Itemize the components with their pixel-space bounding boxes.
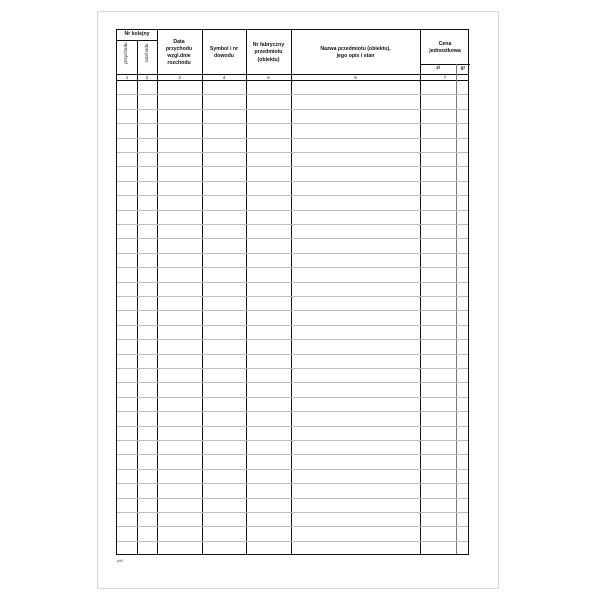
ledger-row-line: [117, 498, 468, 499]
column-number-4: 4: [222, 75, 226, 80]
ledger-row-line: [117, 253, 468, 254]
header-data: Data przychodu wzgl.dnie rozchodu: [165, 38, 193, 67]
ledger-row-line: [117, 397, 468, 398]
inventory-ledger-form: [116, 29, 469, 555]
column-divider-1: [137, 40, 138, 554]
column-number-2: 2: [145, 75, 149, 80]
column-numbers-bottom-line: [117, 80, 468, 81]
ledger-row-line: [117, 440, 468, 441]
ledger-row-line: [117, 310, 468, 311]
header-nr-kolejny: Nr kolejny: [124, 31, 150, 38]
ledger-row-line: [117, 210, 468, 211]
header-cena: Cena jednostkowa: [429, 40, 461, 54]
ledger-row-line: [117, 224, 468, 225]
column-number-3: 3: [178, 75, 181, 80]
ledger-row-line: [117, 339, 468, 340]
ledger-row-line: [117, 469, 468, 470]
ledger-row-line: [117, 541, 468, 542]
ledger-row-line: [117, 526, 468, 527]
header-przychodu: przychodu: [123, 42, 128, 64]
form-code: ρ/f4: [117, 559, 124, 563]
column-number-6: 6: [354, 75, 357, 80]
ledger-row-line: [117, 166, 468, 167]
ledger-row-line: [117, 454, 468, 455]
header-rozchodu: rozchodu: [144, 43, 149, 63]
header-nazwa: Nazwa przedmiotu (obiektu), jego opis i stan: [320, 45, 391, 59]
ledger-row-line: [117, 238, 468, 239]
ledger-row-line: [117, 152, 468, 153]
header-divider-cena: [420, 64, 470, 65]
header-symbol: Symbol i nr dowodu: [209, 45, 239, 59]
ledger-row-line: [117, 195, 468, 196]
ledger-row-line: [117, 296, 468, 297]
ledger-row-line: [117, 382, 468, 383]
ledger-row-line: [117, 483, 468, 484]
column-number-1: 1: [125, 75, 129, 80]
ledger-row-line: [117, 181, 468, 182]
ledger-row-line: [117, 94, 468, 95]
ledger-row-line: [117, 138, 468, 139]
ledger-row-line: [117, 354, 468, 355]
ledger-row-line: [117, 411, 468, 412]
column-number-7: 7: [443, 75, 447, 80]
header-bottom-line: [117, 74, 468, 75]
ledger-row-line: [117, 282, 468, 283]
column-number-5: 5: [267, 75, 270, 80]
ledger-row-line: [117, 267, 468, 268]
header-nr-fabryczny: Nr fabryczny przedmiotu (obiektu): [252, 42, 285, 63]
header-gr: gr: [460, 65, 466, 70]
ledger-row-line: [117, 512, 468, 513]
ledger-row-line: [117, 368, 468, 369]
ledger-row-line: [117, 109, 468, 110]
ledger-row-line: [117, 123, 468, 124]
ledger-row-line: [117, 426, 468, 427]
header-zl: zł: [436, 65, 440, 70]
ledger-row-line: [117, 325, 468, 326]
